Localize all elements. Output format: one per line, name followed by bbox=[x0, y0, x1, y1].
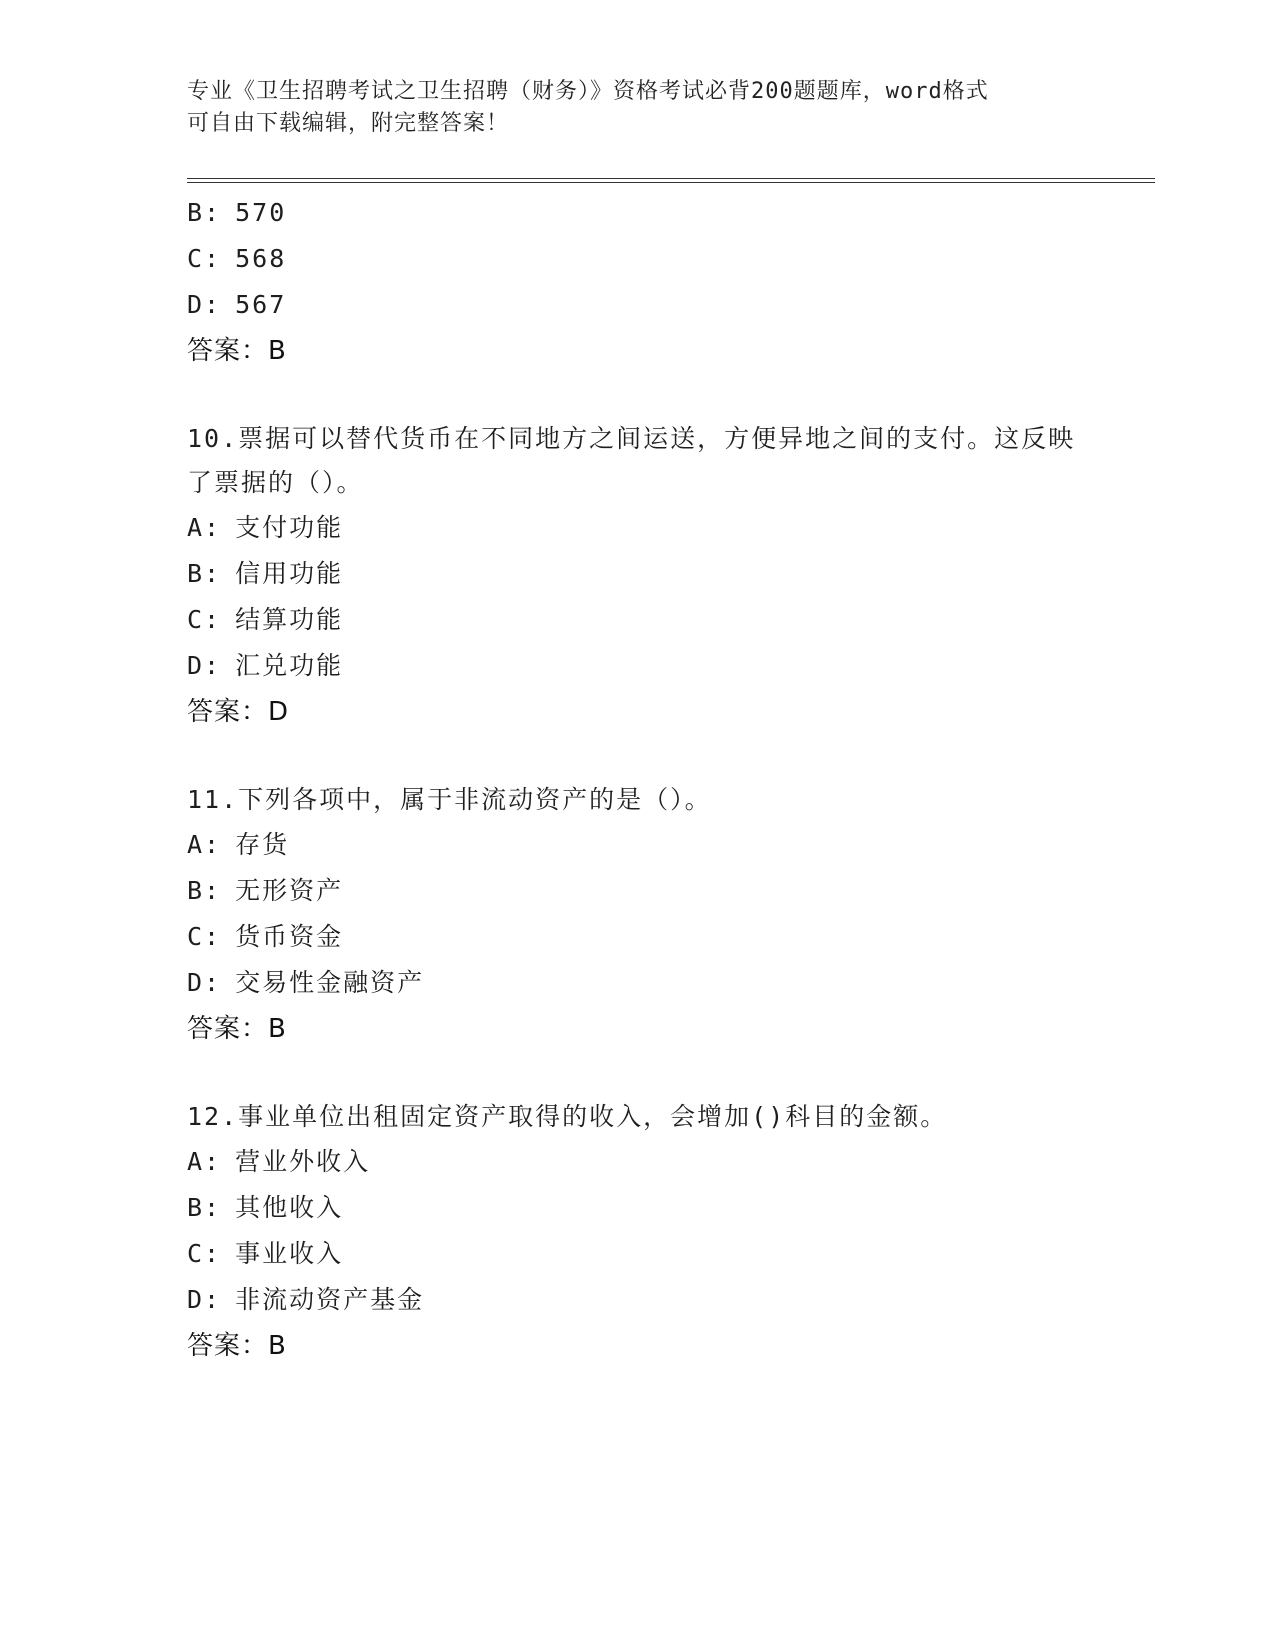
option-c bbox=[187, 236, 1087, 282]
option-text: 交易性金融资产 bbox=[235, 968, 425, 997]
option-b bbox=[187, 1185, 1087, 1231]
option-b bbox=[187, 868, 1087, 914]
option-a bbox=[187, 505, 1087, 551]
option-a bbox=[187, 1139, 1087, 1185]
answer-line: 答案：B bbox=[187, 1331, 287, 1361]
question-block-12 bbox=[187, 1095, 1087, 1369]
option-text: 营业外收入 bbox=[235, 1147, 371, 1176]
option-c bbox=[187, 914, 1087, 960]
page-header bbox=[187, 76, 1087, 140]
option-letter: B: bbox=[187, 559, 222, 588]
option-b bbox=[187, 551, 1087, 597]
question-block-10 bbox=[187, 417, 1087, 735]
header-line-2: 可自由下载编辑，附完整答案！ bbox=[187, 111, 510, 136]
option-text: 其他收入 bbox=[235, 1193, 344, 1222]
option-text: 568 bbox=[235, 244, 287, 273]
question-block-prev bbox=[187, 190, 1087, 374]
option-text: 信用功能 bbox=[235, 559, 344, 588]
option-text: 570 bbox=[235, 198, 287, 227]
option-letter: A: bbox=[187, 1147, 222, 1176]
option-letter: A: bbox=[187, 830, 222, 859]
question-text: 11.下列各项中，属于非流动资产的是（）。 bbox=[187, 785, 712, 814]
option-letter: D: bbox=[187, 651, 222, 680]
header-divider bbox=[187, 178, 1155, 183]
option-text: 存货 bbox=[235, 830, 290, 859]
option-c bbox=[187, 1231, 1087, 1277]
option-letter: C: bbox=[187, 605, 222, 634]
option-letter: C: bbox=[187, 1239, 222, 1268]
option-d bbox=[187, 1277, 1087, 1323]
option-letter: B: bbox=[187, 198, 222, 227]
option-letter: A: bbox=[187, 513, 222, 542]
option-d bbox=[187, 960, 1087, 1006]
option-c bbox=[187, 597, 1087, 643]
question-block-11 bbox=[187, 778, 1087, 1052]
question-text: 10.票据可以替代货币在不同地方之间运送，方便异地之间的支付。这反映了票据的（）。 bbox=[187, 424, 1076, 497]
answer-line: 答案：B bbox=[187, 336, 287, 366]
option-b bbox=[187, 190, 1087, 236]
option-letter: D: bbox=[187, 968, 222, 997]
option-a bbox=[187, 822, 1087, 868]
option-text: 结算功能 bbox=[235, 605, 344, 634]
option-text: 汇兑功能 bbox=[235, 651, 344, 680]
option-letter: D: bbox=[187, 290, 222, 319]
header-line-1: 专业《卫生招聘考试之卫生招聘（财务）》资格考试必背200题题库，word格式 bbox=[187, 79, 989, 104]
option-text: 567 bbox=[235, 290, 287, 319]
option-text: 事业收入 bbox=[235, 1239, 344, 1268]
question-list bbox=[187, 190, 1087, 1369]
option-text: 支付功能 bbox=[235, 513, 344, 542]
option-d bbox=[187, 282, 1087, 328]
option-letter: C: bbox=[187, 922, 222, 951]
option-letter: C: bbox=[187, 244, 222, 273]
answer-line: 答案：D bbox=[187, 697, 290, 727]
answer-line: 答案：B bbox=[187, 1014, 287, 1044]
option-letter: B: bbox=[187, 1193, 222, 1222]
option-text: 货币资金 bbox=[235, 922, 344, 951]
option-d bbox=[187, 643, 1087, 689]
option-letter: D: bbox=[187, 1285, 222, 1314]
option-letter: B: bbox=[187, 876, 222, 905]
option-text: 非流动资产基金 bbox=[235, 1285, 425, 1314]
option-text: 无形资产 bbox=[235, 876, 344, 905]
question-text: 12.事业单位出租固定资产取得的收入，会增加()科目的金额。 bbox=[187, 1102, 948, 1131]
